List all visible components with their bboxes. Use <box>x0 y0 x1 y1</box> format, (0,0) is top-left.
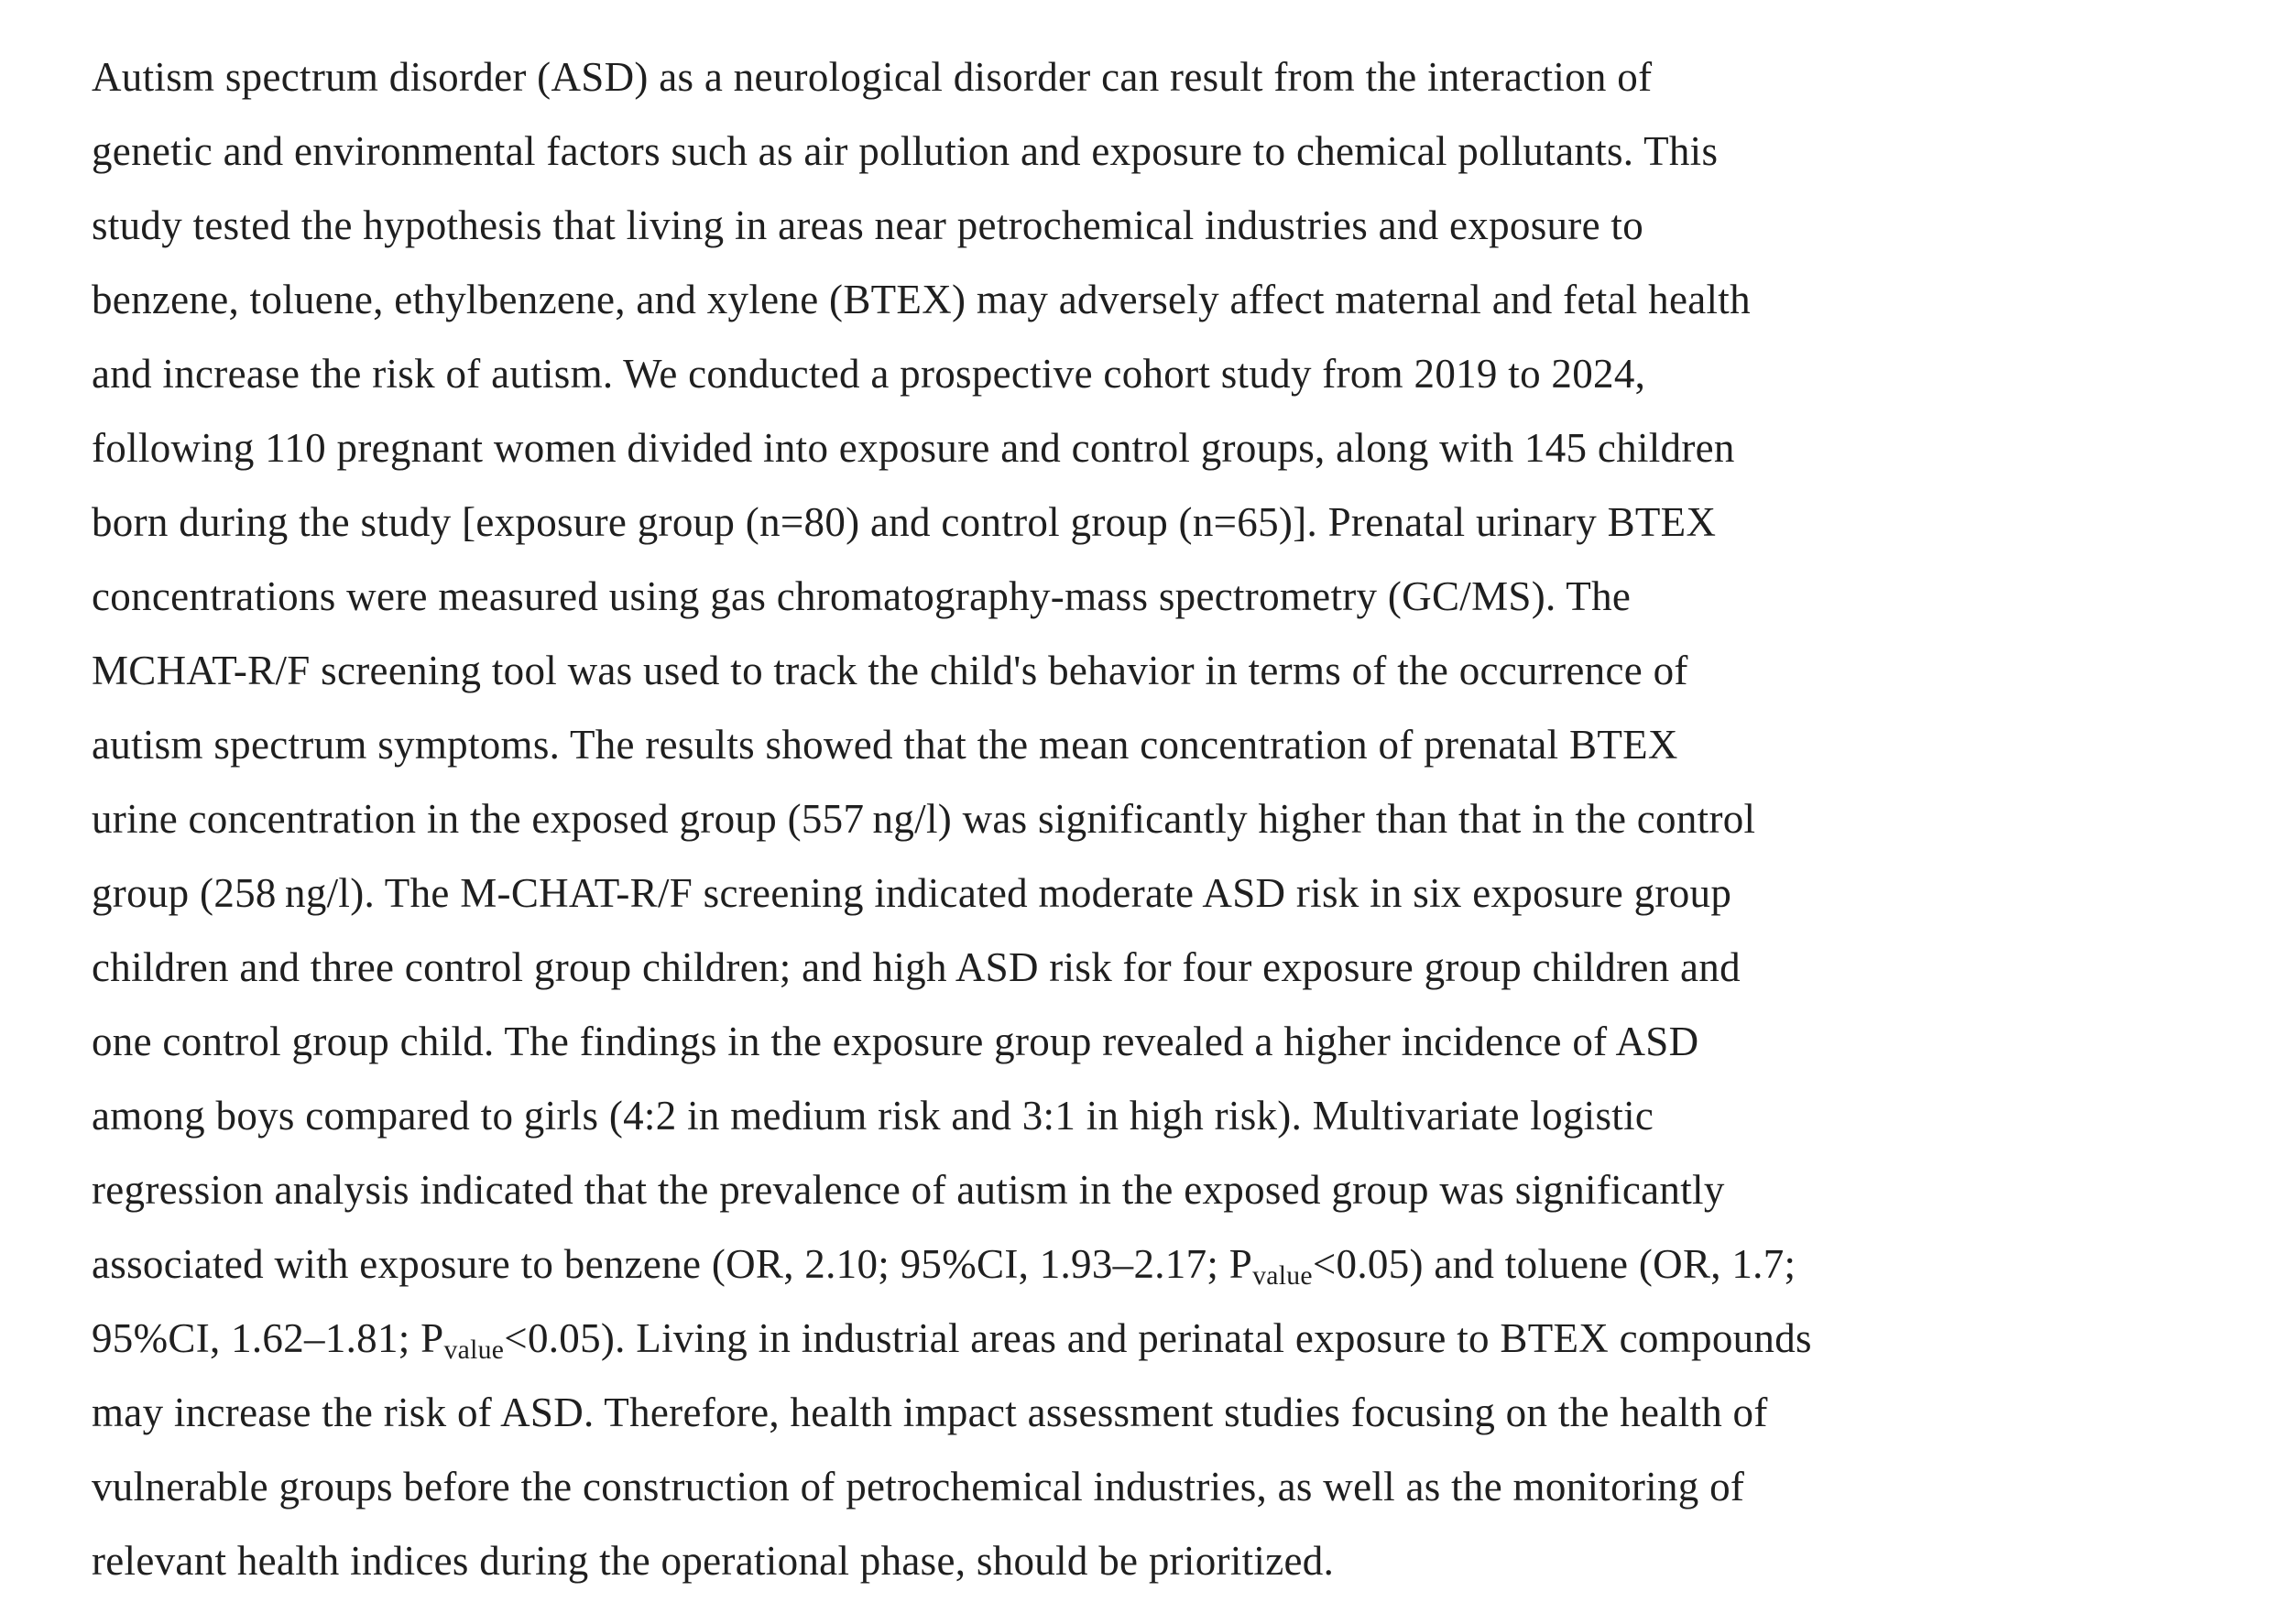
abstract-line <box>92 708 2216 782</box>
abstract-text-segment: may increase the risk of ASD. Therefore, health impact assessment studies focusing on the health of <box>92 1390 1768 1435</box>
pvalue-subscript: value <box>443 1335 505 1365</box>
abstract-line <box>92 189 2216 263</box>
abstract-line <box>92 1376 2216 1450</box>
abstract-text-segment: concentrations were measured using gas chromatography-mass spectrometry (GC/MS). The <box>92 573 1632 619</box>
abstract-text-segment: and increase the risk of autism. We conducted a prospective cohort study from 2019 to 2024, <box>92 351 1646 397</box>
abstract-line <box>92 411 2216 485</box>
abstract-line <box>92 1005 2216 1079</box>
abstract-line <box>92 1153 2216 1227</box>
abstract-line <box>92 560 2216 634</box>
abstract-line <box>92 40 2216 114</box>
abstract-text-segment: urine concentration in the exposed group (557 ng/l) was significantly higher than that in the control <box>92 796 1756 842</box>
abstract-text-segment: group (258 ng/l). The M-CHAT-R/F screening indicated moderate ASD risk in six exposure group <box>92 870 1732 916</box>
abstract-line <box>92 1302 2216 1376</box>
abstract-text-segment: 95%CI, 1.62–1.81; P <box>92 1315 444 1361</box>
abstract-text-segment: MCHAT-R/F screening tool was used to track the child's behavior in terms of the occurrence of <box>92 648 1688 693</box>
abstract-text-segment: <0.05). Living in industrial areas and perinatal exposure to BTEX compounds <box>504 1315 1812 1361</box>
abstract-line <box>92 1524 2216 1598</box>
abstract-text-segment: one control group child. The findings in the exposure group revealed a higher incidence of ASD <box>92 1019 1699 1064</box>
abstract-line <box>92 1079 2216 1153</box>
abstract-text-segment: children and three control group children; and high ASD risk for four exposure group children and <box>92 944 1741 990</box>
abstract-line <box>92 931 2216 1005</box>
abstract-text-segment: associated with exposure to benzene (OR, 2.10; 95%CI, 1.93–2.17; P <box>92 1241 1253 1287</box>
abstract-text-segment: Autism spectrum disorder (ASD) as a neurological disorder can result from the interaction of <box>92 54 1653 100</box>
abstract-text-segment: <0.05) and toluene (OR, 1.7; <box>1312 1241 1796 1287</box>
abstract-line <box>92 114 2216 189</box>
abstract-text-segment: regression analysis indicated that the prevalence of autism in the exposed group was significantly <box>92 1167 1725 1213</box>
abstract-line <box>92 1227 2216 1302</box>
pvalue-subscript: value <box>1252 1260 1313 1291</box>
abstract-line <box>92 634 2216 708</box>
abstract-text-segment: born during the study [exposure group (n=80) and control group (n=65)]. Prenatal urinary BTEX <box>92 499 1717 545</box>
abstract-text-segment: study tested the hypothesis that living in areas near petrochemical industries and exposure to <box>92 202 1644 248</box>
abstract-line <box>92 485 2216 560</box>
abstract-paragraph <box>92 40 2216 1598</box>
abstract-text-segment: vulnerable groups before the construction of petrochemical industries, as well as the monitoring of <box>92 1464 1745 1510</box>
abstract-text-segment: following 110 pregnant women divided into exposure and control groups, along with 145 children <box>92 425 1735 471</box>
abstract-line <box>92 856 2216 931</box>
abstract-text-segment: genetic and environmental factors such as air pollution and exposure to chemical pollutants. This <box>92 128 1719 174</box>
abstract-line <box>92 337 2216 411</box>
abstract-text-segment: autism spectrum symptoms. The results showed that the mean concentration of prenatal BTEX <box>92 722 1678 768</box>
abstract-text-segment: benzene, toluene, ethylbenzene, and xylene (BTEX) may adversely affect maternal and fetal health <box>92 277 1751 322</box>
abstract-text-segment: among boys compared to girls (4:2 in medium risk and 3:1 in high risk). Multivariate logistic <box>92 1093 1654 1139</box>
abstract-line <box>92 263 2216 337</box>
abstract-text-segment: relevant health indices during the operational phase, should be prioritized. <box>92 1538 1335 1584</box>
abstract-line <box>92 782 2216 856</box>
abstract-line <box>92 1450 2216 1524</box>
